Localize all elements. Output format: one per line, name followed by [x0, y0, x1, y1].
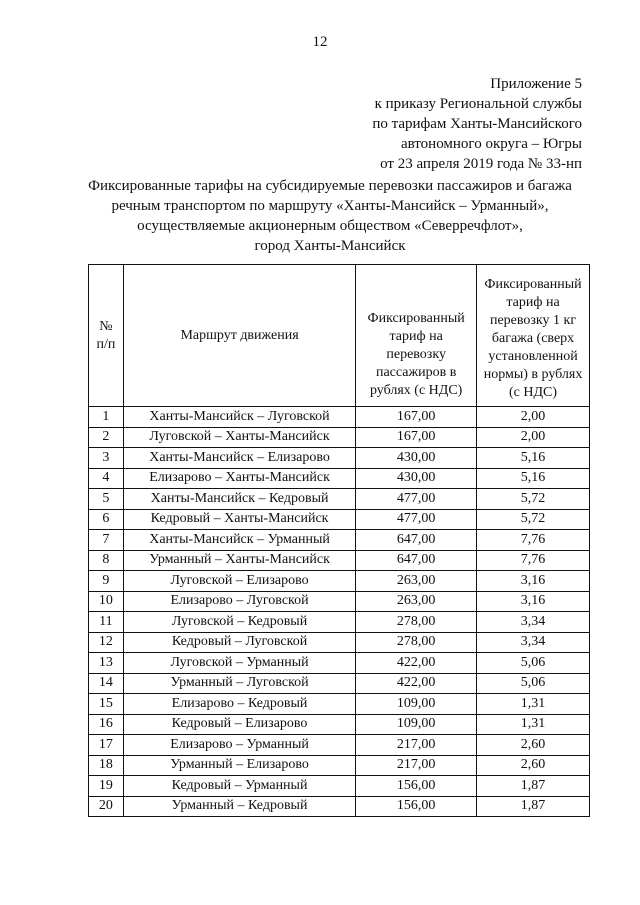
row-baggage-tariff: 5,06 — [477, 653, 590, 674]
row-number: 19 — [89, 776, 124, 797]
table-row — [89, 653, 590, 674]
header-baggage-tariff: Фиксированный тариф на перевозку 1 кг багажа (сверх установленной нормы) в рублях (с НДС) — [477, 265, 590, 407]
table-row — [89, 509, 590, 530]
row-number: 11 — [89, 612, 124, 633]
row-number: 8 — [89, 550, 124, 571]
title-line: речным транспортом по маршруту «Ханты-Мансийск – Урманный», — [111, 198, 549, 214]
appendix-line: по тарифам Ханты-Мансийского — [372, 116, 582, 132]
row-passenger-tariff: 647,00 — [356, 530, 477, 551]
table-row — [89, 448, 590, 469]
table-row — [89, 489, 590, 510]
row-route: Ханты-Мансийск – Кедровый — [123, 489, 355, 510]
row-passenger-tariff: 167,00 — [356, 427, 477, 448]
row-passenger-tariff: 278,00 — [356, 612, 477, 633]
row-route: Урманный – Елизарово — [123, 755, 355, 776]
row-route: Луговской – Ханты-Мансийск — [123, 427, 355, 448]
row-passenger-tariff: 647,00 — [356, 550, 477, 571]
row-passenger-tariff: 477,00 — [356, 509, 477, 530]
header-passenger-tariff: Фиксированный тариф на перевозку пассажиров в рублях (с НДС) — [356, 265, 477, 407]
row-route: Ханты-Мансийск – Луговской — [123, 407, 355, 428]
row-baggage-tariff: 1,87 — [477, 796, 590, 817]
row-number: 9 — [89, 571, 124, 592]
table-row — [89, 468, 590, 489]
row-passenger-tariff: 217,00 — [356, 755, 477, 776]
table-body — [89, 407, 590, 817]
row-passenger-tariff: 109,00 — [356, 694, 477, 715]
row-baggage-tariff: 7,76 — [477, 530, 590, 551]
appendix-header — [322, 74, 582, 174]
row-passenger-tariff: 278,00 — [356, 632, 477, 653]
row-route: Урманный – Ханты-Мансийск — [123, 550, 355, 571]
row-passenger-tariff: 422,00 — [356, 673, 477, 694]
row-baggage-tariff: 1,31 — [477, 714, 590, 735]
row-baggage-tariff: 2,00 — [477, 407, 590, 428]
row-number: 6 — [89, 509, 124, 530]
table-row — [89, 673, 590, 694]
row-passenger-tariff: 156,00 — [356, 796, 477, 817]
row-baggage-tariff: 5,72 — [477, 509, 590, 530]
row-baggage-tariff: 5,16 — [477, 468, 590, 489]
table-row — [89, 776, 590, 797]
row-number: 4 — [89, 468, 124, 489]
table-row — [89, 694, 590, 715]
table-header-row — [89, 265, 590, 407]
row-number: 12 — [89, 632, 124, 653]
row-route: Елизарово – Ханты-Мансийск — [123, 468, 355, 489]
row-baggage-tariff: 3,16 — [477, 591, 590, 612]
row-baggage-tariff: 2,60 — [477, 755, 590, 776]
row-number: 2 — [89, 427, 124, 448]
table-row — [89, 407, 590, 428]
row-baggage-tariff: 7,76 — [477, 550, 590, 571]
row-route: Елизарово – Луговской — [123, 591, 355, 612]
table-row — [89, 427, 590, 448]
table-row — [89, 591, 590, 612]
row-baggage-tariff: 3,16 — [477, 571, 590, 592]
row-passenger-tariff: 217,00 — [356, 735, 477, 756]
row-number: 3 — [89, 448, 124, 469]
row-route: Ханты-Мансийск – Елизарово — [123, 448, 355, 469]
row-number: 15 — [89, 694, 124, 715]
row-route: Кедровый – Луговской — [123, 632, 355, 653]
row-number: 14 — [89, 673, 124, 694]
row-route: Луговской – Елизарово — [123, 571, 355, 592]
row-baggage-tariff: 5,06 — [477, 673, 590, 694]
table-row — [89, 796, 590, 817]
row-number: 13 — [89, 653, 124, 674]
row-passenger-tariff: 109,00 — [356, 714, 477, 735]
table-row — [89, 755, 590, 776]
row-baggage-tariff: 3,34 — [477, 612, 590, 633]
table-row — [89, 714, 590, 735]
row-number: 18 — [89, 755, 124, 776]
row-passenger-tariff: 167,00 — [356, 407, 477, 428]
row-number: 7 — [89, 530, 124, 551]
row-passenger-tariff: 156,00 — [356, 776, 477, 797]
title-line: осуществляемые акционерным обществом «Северречфлот», — [137, 218, 523, 234]
row-passenger-tariff: 477,00 — [356, 489, 477, 510]
header-route: Маршрут движения — [123, 265, 355, 407]
row-passenger-tariff: 263,00 — [356, 591, 477, 612]
row-route: Кедровый – Елизарово — [123, 714, 355, 735]
appendix-line: к приказу Региональной службы — [374, 96, 582, 112]
appendix-line: от 23 апреля 2019 года № 33-нп — [380, 156, 582, 172]
table-row — [89, 735, 590, 756]
table-row — [89, 612, 590, 633]
page-number: 12 — [312, 34, 328, 50]
row-baggage-tariff: 5,72 — [477, 489, 590, 510]
table-row — [89, 530, 590, 551]
row-route: Елизарово – Урманный — [123, 735, 355, 756]
table-row — [89, 550, 590, 571]
title-line: город Ханты-Мансийск — [254, 238, 406, 254]
row-route: Урманный – Кедровый — [123, 796, 355, 817]
table-row — [89, 632, 590, 653]
title-line: Фиксированные тарифы на субсидируемые перевозки пассажиров и багажа — [88, 178, 572, 194]
row-route: Кедровый – Ханты-Мансийск — [123, 509, 355, 530]
row-number: 20 — [89, 796, 124, 817]
row-baggage-tariff: 2,00 — [477, 427, 590, 448]
row-passenger-tariff: 263,00 — [356, 571, 477, 592]
row-number: 17 — [89, 735, 124, 756]
table-row — [89, 571, 590, 592]
row-number: 1 — [89, 407, 124, 428]
row-baggage-tariff: 3,34 — [477, 632, 590, 653]
row-route: Луговской – Кедровый — [123, 612, 355, 633]
appendix-line: Приложение 5 — [490, 76, 582, 92]
row-number: 10 — [89, 591, 124, 612]
appendix-line: автономного округа – Югры — [400, 136, 582, 152]
header-number: № п/п — [89, 265, 124, 407]
row-route: Кедровый – Урманный — [123, 776, 355, 797]
row-route: Елизарово – Кедровый — [123, 694, 355, 715]
row-baggage-tariff: 1,31 — [477, 694, 590, 715]
row-route: Ханты-Мансийск – Урманный — [123, 530, 355, 551]
tariff-table — [88, 264, 590, 817]
row-passenger-tariff: 422,00 — [356, 653, 477, 674]
row-baggage-tariff: 5,16 — [477, 448, 590, 469]
row-baggage-tariff: 1,87 — [477, 776, 590, 797]
document-title — [40, 176, 620, 256]
row-number: 5 — [89, 489, 124, 510]
row-passenger-tariff: 430,00 — [356, 468, 477, 489]
row-baggage-tariff: 2,60 — [477, 735, 590, 756]
row-number: 16 — [89, 714, 124, 735]
row-passenger-tariff: 430,00 — [356, 448, 477, 469]
row-route: Луговской – Урманный — [123, 653, 355, 674]
row-route: Урманный – Луговской — [123, 673, 355, 694]
